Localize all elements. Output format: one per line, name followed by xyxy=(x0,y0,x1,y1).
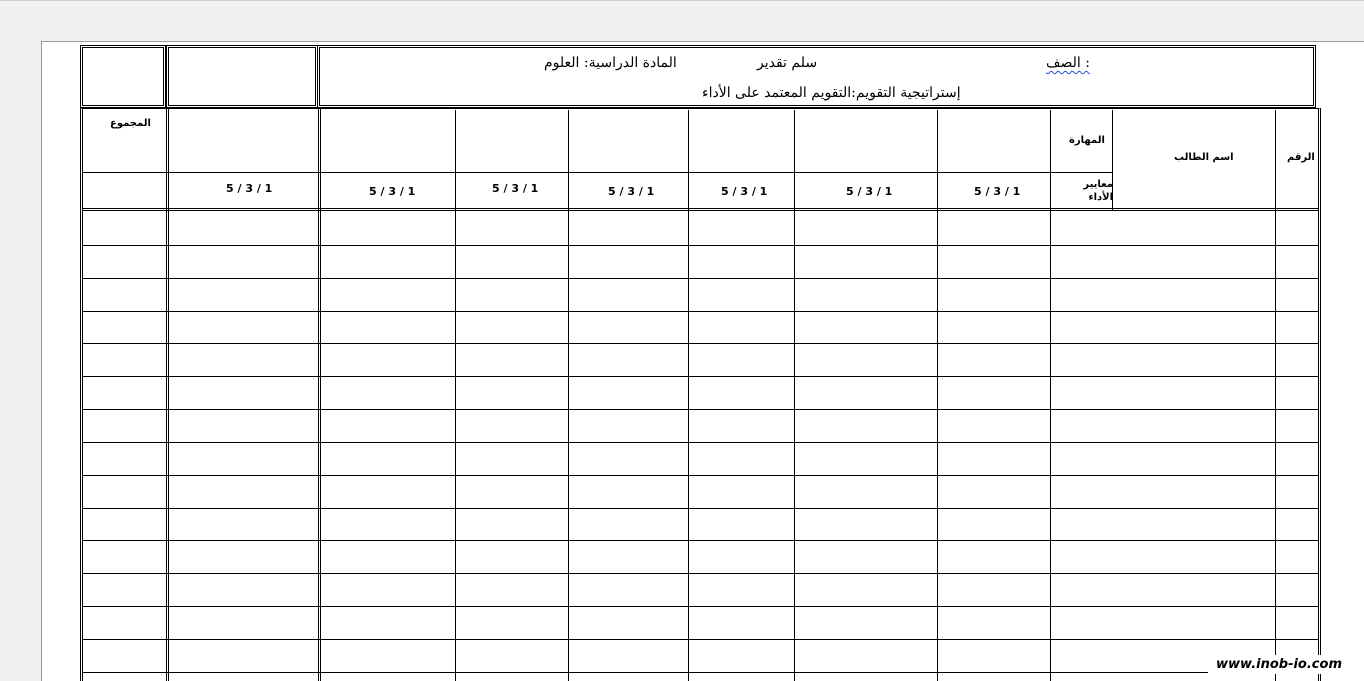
scale-label: سلم تقدير xyxy=(757,55,818,71)
row-line xyxy=(83,245,1319,246)
score-scale-1: 5 / 3 / 1 xyxy=(369,185,416,198)
hline-header-bottom xyxy=(83,208,1319,211)
row-line xyxy=(83,540,1319,541)
row-line xyxy=(83,311,1319,312)
row-line xyxy=(83,343,1319,344)
vline xyxy=(455,110,456,681)
subject-label: المادة الدراسية: العلوم xyxy=(544,55,677,71)
col-skill-label: المهارة xyxy=(1069,135,1105,146)
col-criteria-label: معايير الأداء xyxy=(1083,179,1113,203)
vline xyxy=(794,110,795,681)
vline xyxy=(688,110,689,681)
col-total-label: المجموع xyxy=(110,118,151,129)
top-edge xyxy=(0,0,1364,1)
score-scale-3: 5 / 3 / 1 xyxy=(608,185,655,198)
vline-number xyxy=(1275,110,1276,681)
row-line xyxy=(83,475,1319,476)
sep-skills xyxy=(318,108,321,681)
hline-subheader xyxy=(83,172,1112,173)
row-line xyxy=(83,508,1319,509)
row-line xyxy=(83,442,1319,443)
score-scale-total: 5 / 3 / 1 xyxy=(226,182,273,195)
score-scale-2: 5 / 3 / 1 xyxy=(492,182,539,195)
score-scale-6: 5 / 3 / 1 xyxy=(974,185,1021,198)
vline xyxy=(1050,110,1051,681)
col-number-label: الرقم xyxy=(1287,152,1315,163)
col-student-name-label: اسم الطالب xyxy=(1174,152,1234,163)
score-scale-4: 5 / 3 / 1 xyxy=(721,185,768,198)
row-line xyxy=(83,376,1319,377)
row-line xyxy=(83,573,1319,574)
sep-total xyxy=(166,108,169,681)
row-line xyxy=(83,606,1319,607)
document-page xyxy=(41,41,1364,681)
watermark: www.inob-io.com xyxy=(1208,655,1350,674)
row-line xyxy=(83,639,1319,640)
vline xyxy=(937,110,938,681)
vline xyxy=(568,110,569,681)
row-line xyxy=(83,278,1319,279)
strategy-label: إستراتيجية التقويم:التقويم المعتمد على الأداء xyxy=(702,85,961,101)
row-line xyxy=(83,672,1319,673)
header-blank-cell-left xyxy=(80,45,166,108)
header-blank-cell-total xyxy=(166,45,318,108)
score-scale-5: 5 / 3 / 1 xyxy=(846,185,893,198)
class-label: الصف : xyxy=(1046,55,1090,71)
row-line xyxy=(83,409,1319,410)
